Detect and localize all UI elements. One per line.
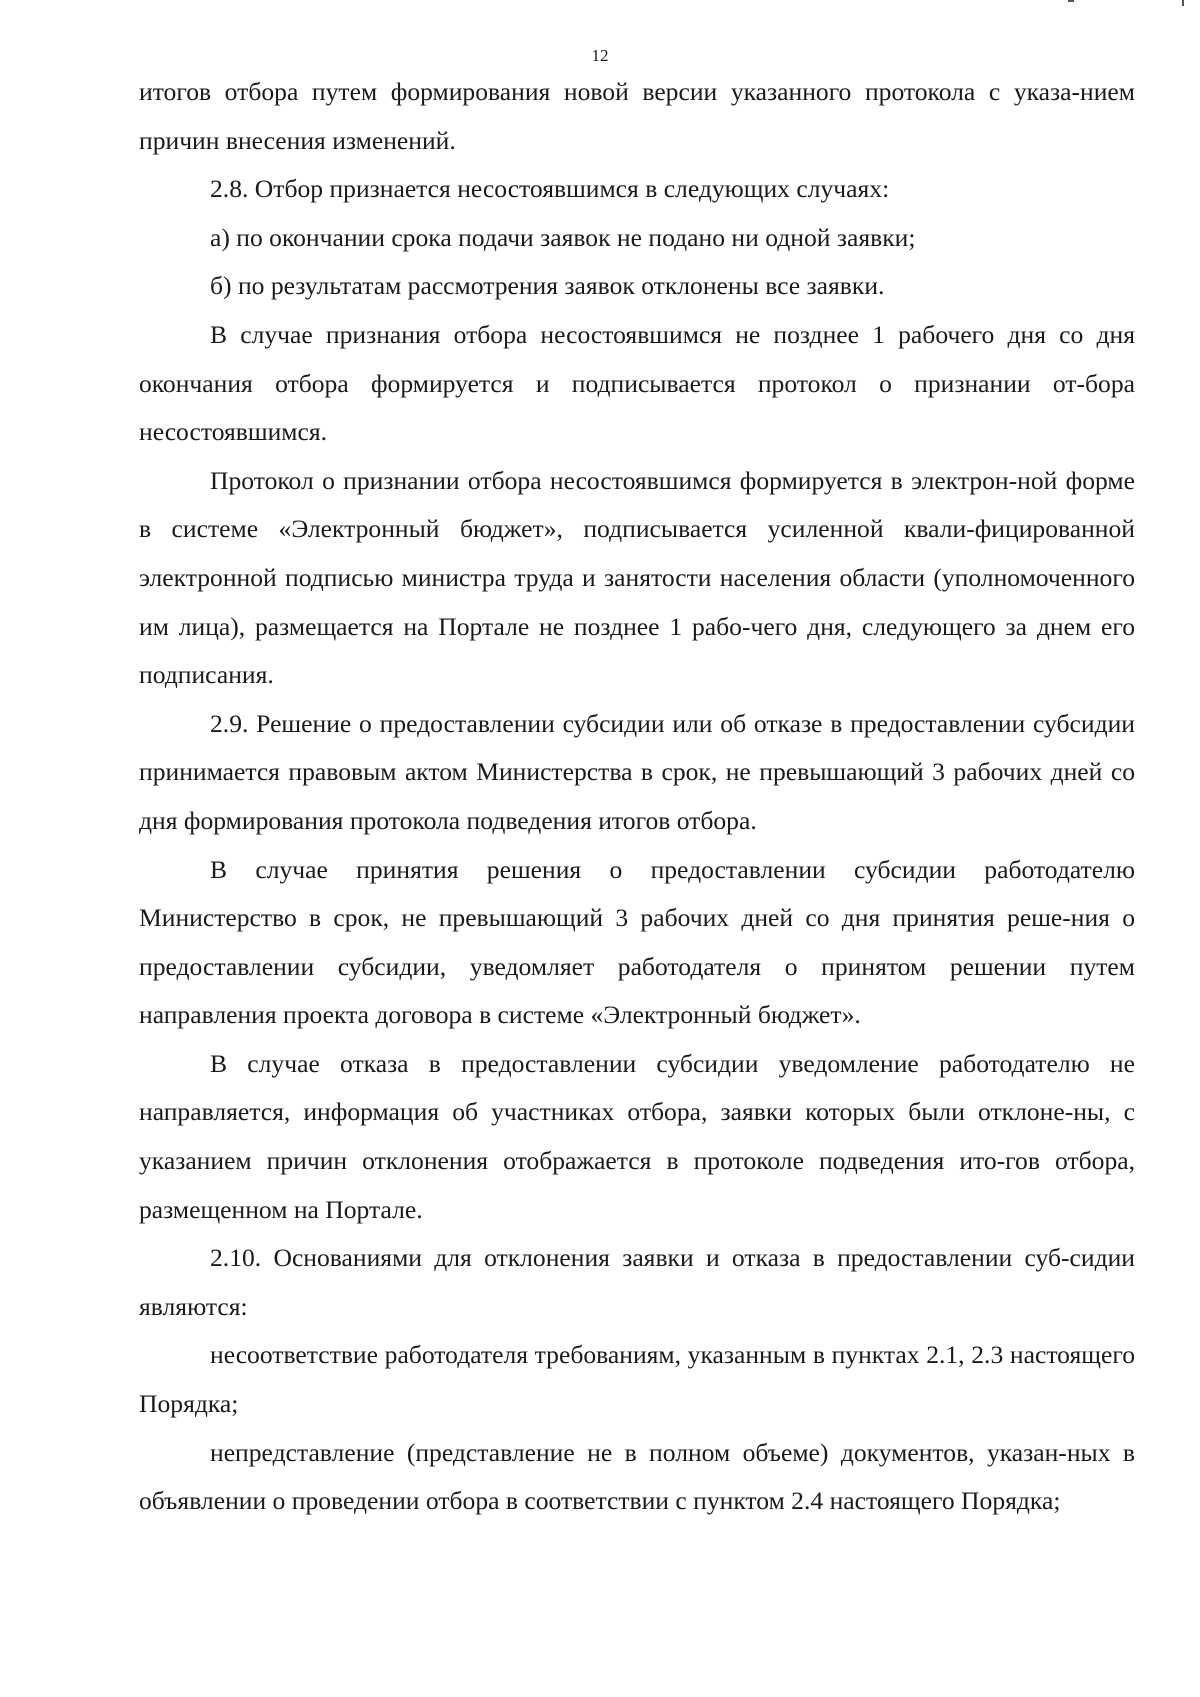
paragraph-list-item: непредставление (представление не в полном объеме) документов, указан-ных в объявлении о проведении отбора в соответствии с пунктом 2.4 настоящего Порядка; [139,1437,1135,1516]
scan-artifact-mark [1182,0,1184,6]
paragraph: Протокол о признании отбора несостоявшимся формируется в электрон-ной форме в системе «Электронный бюджет», подписывается усиленной квали-фицированной электронной подписью министра труда и занятости населения области (уполномоченного им лица), размещается на Портале не позднее 1 рабо-чего дня, следующего за днем его подписания. [139,465,1135,690]
paragraph: В случае отказа в предоставлении субсидии уведомление работодателю не направляется, информация об участниках отбора, заявки которых были отклоне-ны, с указанием причин отклонения отображается в протоколе подведения ито-гов отбора, размещенном на Портале. [139,1048,1135,1224]
paragraph-list-item: несоответствие работодателя требованиям, указанным в пунктах 2.1, 2.3 настоящего Порядка; [139,1340,1135,1419]
document-body [139,68,1135,1526]
paragraph: В случае принятия решения о предоставлении субсидии работодателю Министерство в срок, не превышающий 3 рабочих дней со дня принятия реше-ния о предоставлении субсидии, уведомляет работодателя о принятом решении путем направления проекта договора в системе «Электронный бюджет». [139,854,1135,1030]
paragraph-clause-2-10: 2.10. Основаниями для отклонения заявки и отказа в предоставлении суб-сидии являются: [139,1243,1135,1321]
paragraph-item-b: б) по результатам рассмотрения заявок отклонены все заявки. [210,271,885,301]
paragraph-continuation: итогов отбора путем формирования новой версии указанного протокола с указа-нием причин внесения изменений. [139,77,1135,155]
paragraph-clause-2-8: 2.8. Отбор признается несостоявшимся в следующих случаях: [210,174,890,204]
paragraph-item-a: а) по окончании срока подачи заявок не подано ни одной заявки; [210,222,916,252]
page-number: 12 [591,46,609,65]
scan-artifact-mark [1068,0,1074,2]
paragraph: В случае признания отбора несостоявшимся не позднее 1 рабочего дня со дня окончания отбора формируется и подписывается протокол о признании от-бора несостоявшимся. [139,319,1135,447]
paragraph-clause-2-9: 2.9. Решение о предоставлении субсидии или об отказе в предоставлении субсидии принимается правовым актом Министерства в срок, не превышающий 3 рабочих дней со дня формирования протокола подведения итогов отбора. [139,708,1135,835]
